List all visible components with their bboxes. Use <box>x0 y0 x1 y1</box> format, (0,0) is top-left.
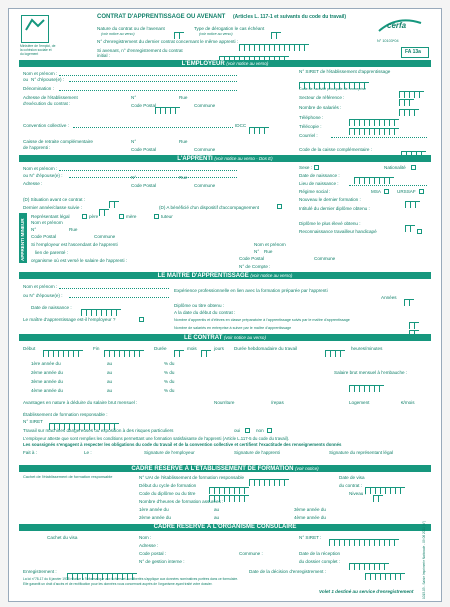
eng-sig-emp: Signature de l'employeur <box>144 450 195 455</box>
ctr-nourriture: Nourriture <box>214 400 235 405</box>
ctr-au-1: au <box>107 361 113 366</box>
section-cadre-formation <box>19 465 431 472</box>
mai-nom-line[interactable] <box>59 288 169 289</box>
ft-decision: Date de la décision d'enregistrement : <box>249 569 326 574</box>
mai-nb-salaries: Nombre de salariés en entreprise à suivre par le maître d'apprentissage <box>174 326 292 330</box>
emp-mail: Courriel : <box>299 133 318 138</box>
cadre-formation-hint: (voir notice) <box>295 466 319 471</box>
fa-text: FA 13a <box>405 49 421 55</box>
emp-secteur-field[interactable] <box>399 93 414 100</box>
emp-siret: N° SIRET de l'établissement d'apprentissage <box>299 69 391 74</box>
app-org-rue: Rue <box>264 249 273 254</box>
app-handicap-box[interactable] <box>417 229 422 234</box>
ctr-au-4: au <box>107 388 113 393</box>
cc-cp: Code postal : <box>139 551 167 556</box>
app-rep-cp: Code Postal <box>31 234 57 239</box>
emp-tel: Téléphone : <box>299 115 324 120</box>
ctr-logement: Logement <box>349 400 370 405</box>
ft-decision-field[interactable] <box>365 567 405 574</box>
ctr-debut: Début <box>23 346 36 351</box>
nature-hint: (voir notice au verso) <box>101 32 135 36</box>
ctr-travail: Travail sur machines dangereuses ou exposition à des risques particuliers <box>23 428 174 433</box>
emp-tel-field[interactable] <box>349 113 399 120</box>
employeur-hint: (voir notice au verso) <box>226 61 269 66</box>
emp-caisse-n: N° <box>131 139 137 144</box>
emp-naf-field[interactable] <box>399 85 424 92</box>
cerfa-text: cerfa <box>387 21 407 30</box>
fa-badge <box>401 47 429 58</box>
app-rep: Représentant légal <box>31 214 70 219</box>
cf-niveau-field[interactable] <box>373 489 383 496</box>
app-sexe-box[interactable] <box>314 165 319 170</box>
cf-cachet: Cachet de l'établissement de formation responsable <box>23 474 113 479</box>
ft-enregistrement-field[interactable] <box>67 567 137 574</box>
cf-an4: 4ème année du <box>294 515 326 520</box>
cc-commune: Commune : <box>239 551 263 556</box>
eng-sig-rep: Signature du représentant légal <box>329 450 394 455</box>
ctr-jours-field[interactable] <box>201 344 211 351</box>
cc-siret-field[interactable] <box>329 533 399 540</box>
apprenti-mineur-label: APPRENTI MINEUR <box>20 218 25 261</box>
app-benefice: (D) A bénéficié d'un dispositif d'accompagnement <box>159 205 260 210</box>
ctr-debut-field[interactable] <box>43 344 83 351</box>
apprenti-mineur-bar <box>19 213 27 263</box>
cf-code: Code du diplôme ou du titre <box>139 491 196 496</box>
app-dernier-field[interactable] <box>99 203 109 210</box>
section-contrat <box>19 334 431 341</box>
if-avenant-label: Si avenant, n° d'enregistrement du contrat <box>97 48 183 53</box>
cf-an2: 2ème année du <box>139 515 171 520</box>
mai-annees: Années <box>381 295 397 300</box>
emp-execution: d'exécution du contrat : <box>23 101 71 106</box>
app-naissance: Date de naissance : <box>299 173 340 178</box>
app-urssaf-box[interactable] <box>419 189 424 194</box>
ft-legal1: La loi n°78-17 du 6 janvier 1978 relative à l'informatique aux fichiers et aux libertés s'applique aux données nominatives portées dans ce formulaire. <box>23 577 239 581</box>
ctr-oui-box[interactable] <box>245 428 250 433</box>
app-niveau: Nouveau le dernier formation : <box>299 197 361 202</box>
app-situation: (D) Situation avant ce contrat : <box>23 197 86 202</box>
emp-siret-field[interactable] <box>299 76 369 83</box>
contrat-title: LE CONTRAT <box>184 335 223 341</box>
ministry-name: Ministère de l'emploi, de la cohésion sociale et du logement <box>20 44 56 56</box>
app-rep-rue: Rue <box>69 227 78 232</box>
ctr-row-2: 2ème année du <box>31 370 63 375</box>
cf-an3: 3ème année du <box>294 507 326 512</box>
form-sheet <box>8 8 442 602</box>
section-employeur <box>19 60 431 67</box>
section-cadre-consulaire <box>19 524 431 531</box>
app-benefice-box[interactable] <box>277 204 282 209</box>
last-contract-field[interactable] <box>239 38 309 45</box>
emp-nom: Nom et prénom : <box>23 71 58 76</box>
emp-rue: Rue <box>179 95 188 100</box>
ctr-row-4: 4ème année du <box>31 388 63 393</box>
app-tuteur-box[interactable] <box>154 214 159 219</box>
cc-dossier-field[interactable] <box>349 557 389 564</box>
emp-epouse-line[interactable] <box>69 81 237 82</box>
marianne-icon <box>22 16 48 34</box>
mai-epouse: ou N° d'épouse(e) : <box>23 293 63 298</box>
emp-salaries: Nombre de salariés : <box>299 105 342 110</box>
ctr-pct-3: % du <box>164 379 175 384</box>
ctr-mois-field[interactable] <box>174 344 184 351</box>
ctr-row-3: 3ème année du <box>31 379 63 384</box>
cc-siret: N° SIRET : <box>299 535 322 540</box>
ctr-siret: N° SIRET <box>23 419 43 424</box>
ctr-heures-field[interactable] <box>325 344 345 351</box>
emp-epouse: N° d'épouse(e) : <box>31 77 65 82</box>
app-adresse: Adresse : <box>23 181 43 186</box>
app-commune: Commune <box>194 183 216 188</box>
cc-gestion: N° de gestion interne : <box>139 559 185 564</box>
mai-employeur-box[interactable] <box>139 317 144 322</box>
emp-caisse-cp: Code Postal <box>131 147 157 152</box>
emp-ou: ou <box>23 77 29 82</box>
nature-label: Nature du contrat ou de l'avenant <box>97 26 165 31</box>
app-handicap: Reconnaissance travailleur handicapé <box>299 229 377 234</box>
ctr-salaire-field[interactable] <box>349 379 384 386</box>
app-diplome: Diplôme le plus élevé obtenu : <box>299 221 361 226</box>
cf-an2-au: au <box>214 515 220 520</box>
app-parente: lien de parenté : <box>35 250 68 255</box>
emp-code-caisse: Code de la caisse complémentaire : <box>299 147 373 152</box>
app-nationalite: Nationalité <box>384 165 406 170</box>
cf-an1-au: au <box>214 507 220 512</box>
ctr-pct-1: % du <box>164 361 175 366</box>
emp-fax-field[interactable] <box>349 122 399 129</box>
last-contract-label: N° d'enregistrement du dernier contrat concernant le même apprenti : <box>97 39 239 44</box>
section-apprenti <box>19 155 431 162</box>
ft-legal2: Elle garantit un droit d'accès et de rectification pour les données vous concernant auprès de l'organisme ayant traité votre dossier. <box>23 582 213 586</box>
ctr-h: heures/minutes <box>351 346 383 351</box>
app-dernier: Dernier année/classe suivie : <box>23 205 82 210</box>
app-tuteur: tuteur <box>161 214 173 219</box>
app-lieu: Lieu de naissance : <box>299 181 339 186</box>
app-lieu-line[interactable] <box>349 185 427 186</box>
app-rep-commune: Commune <box>94 234 116 239</box>
mai-nb-salaries-field[interactable] <box>409 324 419 331</box>
emp-n: N° <box>131 95 137 100</box>
cadre-consulaire-title: CADRE RÉSERVÉ À L'ORGANISME CONSULAIRE <box>153 524 297 530</box>
cerfa-logo <box>377 17 427 39</box>
section-maitre <box>19 272 431 279</box>
ctr-etab: Établissement de formation responsable : <box>23 412 108 417</box>
derogation-hint: (voir notice au verso) <box>199 32 233 36</box>
cf-visa: Date de visa <box>339 475 365 480</box>
emp-fax: Télécopie : <box>299 124 322 129</box>
app-org-nom: Nom et prénom <box>254 242 286 247</box>
app-nom: Nom et prénom : <box>23 166 58 171</box>
initial-label: initial : <box>97 53 111 58</box>
app-org-commune: Commune <box>314 256 336 261</box>
app-urssaf: URSSAF <box>397 189 416 194</box>
ctr-row-1: 1ère année du <box>31 361 61 366</box>
apprenti-title: L'APPRENTI <box>177 156 213 162</box>
app-rep-n: N° <box>31 227 37 232</box>
ctr-au-2: au <box>107 370 113 375</box>
ft-margin: 1015.03 - Saisie Imprimerie Nationale - 09 06 2011 (n°) <box>422 521 426 599</box>
ctr-salaire: Salaire brut mensuel à l'embauche : <box>334 370 408 375</box>
mai-annees-field[interactable] <box>404 293 414 300</box>
mai-epouse-line[interactable] <box>69 297 169 298</box>
ft-volet: Volet 1 destiné au service d'enregistrement <box>319 589 414 594</box>
ft-enregistrement: Enregistrement : <box>23 569 57 574</box>
apprenti-hint: (voir notice au verso - Dos E) <box>214 156 273 161</box>
emp-cp-field[interactable] <box>155 101 180 108</box>
cadre-formation-title: CADRE RÉSERVÉ À L'ÉTABLISSEMENT DE FORMATION <box>131 466 294 472</box>
cf-heures: Nombre d'heures de formation assurées : <box>139 499 224 504</box>
cf-debut: Début du cycle de formation <box>139 483 197 488</box>
cc-cachet: Cachet du visa <box>47 535 78 540</box>
mai-nom: Nom et prénom : <box>23 284 58 289</box>
form-subtitle: (Articles L. 117-1 et suivants du code du travail) <box>233 14 347 20</box>
form-title: CONTRAT D'APPRENTISSAGE OU AVENANT <box>97 14 226 20</box>
emp-salaries-field[interactable] <box>399 103 419 110</box>
ctr-fin: Fin <box>93 346 100 351</box>
eng-line2: Les soussignés s'engagent à respecter les obligations du code du travail et de la convention collective et certifient l'exactitude des renseignements donnés <box>23 442 342 447</box>
emp-caisse-commune: Commune <box>194 147 216 152</box>
app-si-employeur: Si l'employeur est l'ascendant de l'apprenti <box>31 242 118 247</box>
emp-cp: Code Postal <box>131 103 157 108</box>
app-org-n: N° <box>254 249 260 254</box>
mai-naissance: Date de naissance : <box>31 305 72 310</box>
ministry-logo <box>21 15 49 43</box>
ctr-oui: oui <box>234 428 241 433</box>
emp-commune: Commune <box>194 103 216 108</box>
emp-convention: Convention collective : <box>23 123 69 128</box>
emp-idcc-field[interactable] <box>249 121 269 128</box>
app-mere-box[interactable] <box>119 214 124 219</box>
app-sexe: Sexe : <box>299 165 313 170</box>
employeur-title: L'EMPLOYEUR <box>181 61 225 67</box>
mai-date: A la date du début du contrat : <box>174 310 236 315</box>
emp-mail-line[interactable] <box>331 137 427 138</box>
cf-uai: N° UAI de l'établissement de formation responsable <box>139 475 245 480</box>
app-msa-box[interactable] <box>384 189 389 194</box>
app-epouse: ou N° d'épouse(e) : <box>23 173 63 178</box>
app-regime: Régime social : <box>299 189 331 194</box>
maitre-title: LE MAÎTRE D'APPRENTISSAGE <box>157 273 249 279</box>
ctr-pct-4: % du <box>164 388 175 393</box>
ctr-pct-2: % du <box>164 370 175 375</box>
eng-fait: Fait à : <box>23 450 38 455</box>
mai-experience: Expérience professionnelle en lien avec la formation préparée par l'apprenti <box>174 288 328 293</box>
ctr-repas: /repas <box>271 400 284 405</box>
emp-adresse: Adresse de l'établissement <box>23 95 78 100</box>
emp-caisse: Caisse de retraite complémentaire <box>23 139 93 144</box>
app-org-cp: Code Postal <box>239 256 265 261</box>
ctr-au-3: au <box>107 379 113 384</box>
emp-caisse2: de l'apprenti : <box>23 145 51 150</box>
eng-sig-app: Signature de l'apprenti <box>234 450 280 455</box>
app-rue: Rue <box>179 175 188 180</box>
mai-naissance-field[interactable] <box>81 303 121 310</box>
cf-uai-field[interactable] <box>249 473 289 480</box>
cc-dossier: du dossier complet : <box>299 559 341 564</box>
contrat-hint: (voir notice au verso) <box>223 335 266 340</box>
ctr-fin-field[interactable] <box>104 344 144 351</box>
app-naissance-field[interactable] <box>354 171 394 178</box>
cc-adresse: Adresse : <box>139 543 159 548</box>
mai-employeur: Le maître d'apprentissage est-il l'employeur ? <box>23 317 116 322</box>
mai-nb-apprentis-field[interactable] <box>409 316 419 323</box>
emp-code-caisse-field[interactable] <box>401 145 426 152</box>
ctr-mois2: €/mois <box>401 400 415 405</box>
emp-secteur: Secteur de référence : <box>299 95 345 100</box>
app-organisme: organisme où est versé le salaire de l'apprenti : <box>31 258 128 263</box>
cf-visa2: du contrat : <box>339 483 362 488</box>
app-nationalite-box[interactable] <box>411 165 416 170</box>
eng-le: Le : <box>84 450 92 455</box>
emp-caisse-rue: Rue <box>179 139 188 144</box>
cf-visa-field[interactable] <box>365 481 405 488</box>
ctr-duree: Durée <box>154 346 167 351</box>
mai-diplome: Diplôme ou titre obtenu : <box>174 303 225 308</box>
cf-code-field[interactable] <box>209 489 249 496</box>
ctr-hebdo: Durée hebdomadaire du travail <box>234 346 298 351</box>
nature-field[interactable] <box>174 26 184 33</box>
cf-debut-field[interactable] <box>209 481 249 488</box>
app-pere-box[interactable] <box>82 214 87 219</box>
maitre-hint: (voir notice au verso) <box>250 273 293 278</box>
ctr-jours: jours <box>214 346 224 351</box>
ctr-siret-field[interactable] <box>49 417 119 424</box>
emp-denomination: Dénomination : <box>23 86 54 91</box>
app-niveau-field[interactable] <box>405 195 420 202</box>
cc-nom: Nom : <box>139 535 152 540</box>
app-msa: MSA <box>371 189 381 194</box>
initial-contract-field[interactable] <box>219 50 289 57</box>
app-diplome-field[interactable] <box>405 219 415 226</box>
app-rep-nom: Nom et prénom <box>31 220 63 225</box>
app-pere: père <box>89 214 99 219</box>
ctr-avantages: Avantages en nature à déduire du salaire brut mensuel : <box>23 400 138 405</box>
ctr-non-box[interactable] <box>267 428 272 433</box>
ctr-non: non <box>256 428 264 433</box>
eng-line1: L'employeur atteste que sont remplies les conditions permettant une formation satisfaisante de l'apprenti (Article L.117-5 du code du travail). <box>23 436 290 441</box>
app-situation-field[interactable] <box>109 195 119 202</box>
app-compte: N° de Compte : <box>239 264 271 269</box>
emp-idcc: IDCC <box>235 123 247 128</box>
emp-convention-line[interactable] <box>73 127 233 128</box>
app-mere: mère <box>126 214 137 219</box>
emp-denomination-line[interactable] <box>59 90 237 91</box>
derogation-label: Type de dérogation le cas échéant <box>194 26 265 31</box>
derogation-field[interactable] <box>271 26 281 33</box>
app-intitule: Intitulé du dernier diplôme obtenu : <box>299 206 370 211</box>
app-epouse-line[interactable] <box>69 177 237 178</box>
cerfa-number: N° 10103*04 <box>377 39 399 43</box>
cc-reception: Date de la réception <box>299 551 341 556</box>
ctr-mois: mois <box>187 346 197 351</box>
emp-nom-line[interactable] <box>59 75 237 76</box>
mai-nb-apprentis: Nombre d'apprentis et d'élèves en classe préparatoire à l'apprentissage suivis par le maître d'apprentissage <box>174 318 350 322</box>
app-n: N° <box>131 175 137 180</box>
app-cp: Code Postal <box>131 183 157 188</box>
app-nom-line[interactable] <box>59 170 237 171</box>
emp-naf: Code de l'activité principale de l'entreprise <box>299 87 367 91</box>
cf-an1: 1ère année du <box>139 507 169 512</box>
cf-niveau: Niveau : <box>349 491 366 496</box>
